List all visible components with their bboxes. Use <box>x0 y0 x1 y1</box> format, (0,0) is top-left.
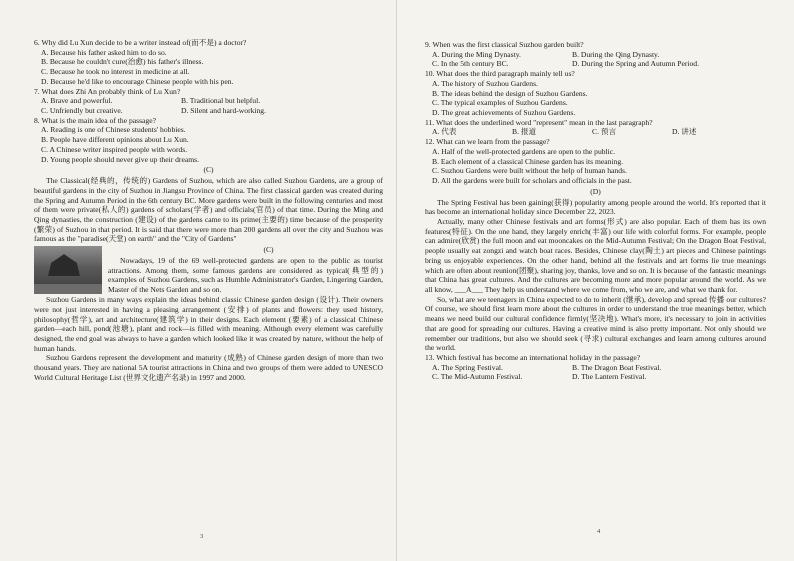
q10-option-c: C. The typical examples of Suzhou Gardens. <box>432 98 568 108</box>
question-13: 13. Which festival has become an international holiday in the passage? <box>425 353 641 362</box>
q7-option-d: D. Silent and hard-working. <box>181 106 266 116</box>
q8-option-c: C. A Chinese writer inspired people with words. <box>41 144 188 154</box>
q8-option-d: D. Young people should never give up their dreams. <box>41 154 199 164</box>
q9-option-a: A. During the Ming Dynasty. <box>432 49 521 59</box>
photo-label: (C) <box>263 245 274 255</box>
q10-option-a: A. The history of Suzhou Gardens. <box>432 78 538 88</box>
q6-option-d: D. Because he'd like to encourage Chinese people with his pen. <box>41 76 234 86</box>
section-c-heading: (C) <box>203 165 214 175</box>
page-number-3: 3 <box>200 533 204 540</box>
q9-option-c: C. In the 5th century BC. <box>432 59 509 69</box>
passage-d-paragraph-1: The Spring Festival has been gaining(获得) popularity among people around the world. It's reported that it has become an international holiday since December 22, 2023. <box>425 197 766 217</box>
q10-option-b: B. The ideas behind the design of Suzhou Gardens. <box>432 88 588 98</box>
right-page <box>397 0 794 561</box>
q6-option-a: A. Because his father asked him to do so. <box>41 47 167 57</box>
q12-option-d: D. All the gardens were built for scholars and officials in the past. <box>432 176 632 186</box>
passage-c-paragraph-4: Suzhou Gardens represent the development and maturity (成熟) of Chinese garden design of more than two thousand years. They are national 5A tourist attractions in China and two groups of them were added to UNESCO World Cultural Heritage List (世界文化遗产名录) in 1997 and 2000. <box>34 353 383 382</box>
q7-option-a: A. Brave and powerful. <box>41 96 113 106</box>
q11-option-d: D. 讲述 <box>672 127 697 137</box>
q12-option-b: B. Each element of a classical Chinese garden has its meaning. <box>432 156 624 166</box>
q13-options-row2 <box>432 372 766 382</box>
question-10: 10. What does the third paragraph mainly tell us? <box>425 69 575 79</box>
question-8: 8. What is the main idea of the passage? <box>34 115 156 125</box>
question-11: 11. What does the underlined word "represent" mean in the last paragraph? <box>425 117 653 127</box>
q11-option-b: B. 报道 <box>512 127 537 137</box>
passage-c-paragraph-3: Suzhou Gardens in many ways explain the ideas behind classic Chinese garden design (设计). Their owners were not just interested in having a pleasing arrangement (安排) of plants and flowers: they used history, philosophy(哲学), art and architecture(建筑学) in their designs. Each element (要素) of a classical Chinese garden—each hill, pond(池塘), plant and rock—is filled with meaning. Although every element was carefully designed, the end goal was always to have a garden which looked like it was created by nature, without the help of human hands. <box>34 295 383 353</box>
suzhou-garden-photo <box>34 246 102 294</box>
q13-option-c: C. The Mid-Autumn Festival. <box>432 372 523 382</box>
q11-options-row <box>432 127 766 137</box>
q9-options-row1 <box>432 50 766 60</box>
question-9: 9. When was the first classical Suzhou garden built? <box>425 40 584 49</box>
passage-d-paragraph-2: Actually, many other Chinese festivals and art forms(形式) are also popular. Each of them has its own features(特征). On the one hand, they largely enrich(丰富) our life with colorful forms. For example, people can admire(欣赏) the full moon and eat mooncakes on the Mid-Autumn Festival; On the Dragon Boat Festival, people usually eat zongzi and watch boat races. Besides, Chinese clay(陶土) art pieces and Chinese paintings bring us enjoyable experiences. On the other hand, behind all the festivals and art forms lie true meanings which are often about reunion(团聚), sharing joy, thanks, love and so on. It is because of the fantastic meanings that China has great cultures. And the cultures are becoming more and more popular around the world. As we all know, ___A___ They help us understand where we come from, who we are, and what we thank for. <box>425 216 766 294</box>
q11-option-c: C. 预言 <box>592 127 617 137</box>
q7-options-row1 <box>41 96 383 106</box>
passage-d-paragraph-3: So, what are we teenagers in China expected to do to inherit (继承), develop and spread 传播 our cultures? Of course, we should first learn more about the cultures in order to understand the true meanings better, which means we need build our cultural confidence firmly(坚决地). What's more, it's necessary to join in activities that are good for spreading our cultures. Having a creative mind is also pretty important. Not only should we remember our traditions, but also we should seek (寻求) cultural exchanges and learn among cultures around the world. <box>425 294 766 353</box>
passage-c-paragraph-2: Nowadays, 19 of the 69 well-protected gardens are open to the public as tourist attractions. Among them, some famous gardens are considered as typical(典型的) examples of Suzhou Gardens, such as Humble Administrator's Garden, Lingering Garden, Master of the Nets Garden and so on. <box>108 255 383 294</box>
question-6: 6. Why did Lu Xun decide to be a writer instead of(而不是) a doctor? <box>34 38 247 47</box>
question-12: 12. What can we learn from the passage? <box>425 137 550 147</box>
q9-option-d: D. During the Spring and Autumn Period. <box>572 59 699 69</box>
passage-c-paragraph-1: The Classical(经典的，传统的) Gardens of Suzhou, which are also called Suzhou Gardens, are a group of beautiful gardens in the city of Suzhou in Jiangsu Province of China. The first classical garden was created during the Spring and Autumn Period in the 6th century BC. More gardens were built in the following centuries and most of them were private(私人的) gardens of scholars(学者) and officials(官员) of that time. During the Ming and Qing dynasties, the construction (建设) of the gardens came to its prime(主要的) time because of the prosperity (繁荣) of Suzhou in that period. It is said that there were more than 200 gardens all over the city and Suzhou was famous as the "paradise(天堂) on earth" and the "City of Gardens" <box>34 176 383 244</box>
q7-option-b: B. Traditional but helpful. <box>181 96 261 106</box>
q13-option-b: B. The Dragon Boat Festival. <box>572 362 662 372</box>
q6-option-c: C. Because he took no interest in medicine at all. <box>41 67 190 77</box>
section-d-heading: (D) <box>590 186 601 196</box>
q7-options-row2 <box>41 106 383 116</box>
q8-option-a: A. Reading is one of Chinese students' hobbies. <box>41 125 186 135</box>
q6-option-b: B. Because he couldn't cure(治愈) his father's illness. <box>41 57 204 67</box>
page-number-4: 4 <box>597 528 601 535</box>
q9-options-row2 <box>432 59 766 69</box>
q10-option-d: D. The great achievements of Suzhou Gardens. <box>432 108 576 118</box>
q11-option-a: A. 代表 <box>432 127 457 137</box>
q7-option-c: C. Unfriendly but creative. <box>41 106 123 116</box>
q9-option-b: B. During the Qing Dynasty. <box>572 49 660 59</box>
q8-option-b: B. People have different opinions about Lu Xun. <box>41 135 189 145</box>
question-7: 7. What does Zhi An probably think of Lu Xun? <box>34 86 181 96</box>
q13-option-d: D. The Lantern Festival. <box>572 372 647 382</box>
q12-option-c: C. Suzhou Gardens were built without the help of human hands. <box>432 166 627 176</box>
q13-options-row1 <box>432 363 766 373</box>
q12-option-a: A. Half of the well-protected gardens are open to the public. <box>432 146 616 156</box>
q13-option-a: A. The Spring Festival. <box>432 362 503 372</box>
